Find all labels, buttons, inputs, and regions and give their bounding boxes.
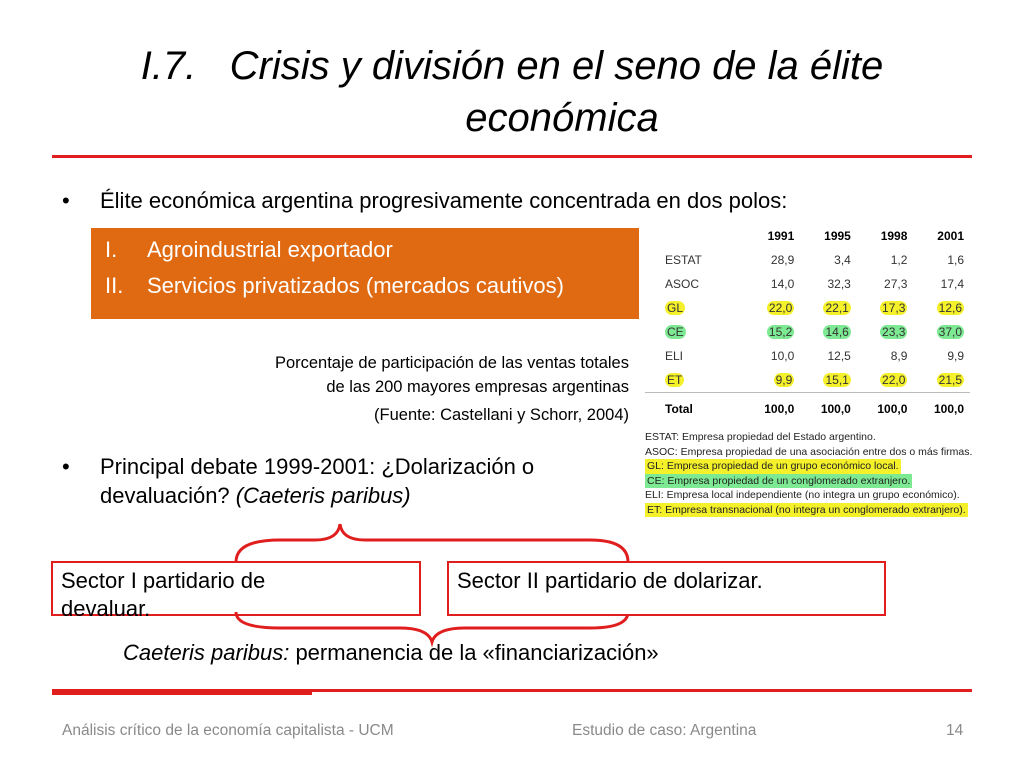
cell-value: 32,3	[827, 277, 851, 291]
bullet-debate-text: Principal debate 1999-2001: ¿Dolarización o devaluación?	[100, 454, 535, 508]
sector2-text: Sector II partidario de dolarizar.	[457, 568, 763, 593]
cell-value: 1,6	[947, 253, 964, 267]
legend-text: CE: Empresa propiedad de un conglomerado extranjero.	[647, 474, 911, 487]
cell-value: 12,5	[827, 349, 851, 363]
row-label-text: ET	[667, 373, 683, 387]
footer-course: Análisis crítico de la economía capitalista - UCM	[62, 722, 394, 739]
table-cell: 100,0	[933, 402, 964, 416]
table-header-cell: 1991	[767, 229, 795, 243]
pole-label: Servicios privatizados (mercados cautivos)	[147, 273, 564, 298]
legend-text: ET: Empresa transnacional (no integra un conglomerado extranjero).	[647, 503, 966, 516]
title-number: I.7.	[140, 44, 197, 88]
table-header-cell: 2001	[937, 229, 964, 243]
row-label-text: CE	[667, 325, 684, 339]
cell-value: 15,2	[768, 325, 793, 339]
bullet-marker: •	[62, 454, 70, 479]
table-cell: 100,0	[764, 402, 795, 416]
cell-value: 9,9	[775, 373, 793, 387]
legend-text: ESTAT: Empresa propiedad del Estado argentino.	[645, 431, 876, 443]
caeteris-rest: permanencia de la «financiarización»	[295, 640, 659, 665]
pole-number: II.	[105, 273, 124, 298]
caption-line2: de las 200 mayores empresas argentinas	[326, 378, 629, 396]
sector1-text: Sector I partidario de devaluar.	[61, 568, 266, 621]
footer-page-number: 14	[946, 722, 964, 739]
cell-value: 22,1	[825, 301, 849, 315]
cell-value: 22,0	[768, 301, 793, 315]
pole-label: Agroindustrial exportador	[147, 237, 393, 262]
cell-value: 3,4	[834, 253, 851, 267]
top-brace	[236, 524, 628, 562]
footer-topic: Estudio de caso: Argentina	[572, 722, 757, 739]
pole-number: I.	[105, 237, 118, 262]
title-line2: económica	[465, 96, 659, 140]
title-line1: Crisis y división en el seno de la élite	[229, 44, 884, 88]
cell-value: 14,6	[825, 325, 849, 339]
table-header-cell: 1995	[824, 229, 851, 243]
legend-text: ASOC: Empresa propiedad de una asociación entre dos o más firmas.	[645, 445, 973, 458]
sector1-box	[51, 561, 421, 621]
legend-text: ELI: Empresa local independiente (no integra un grupo económico).	[645, 489, 960, 501]
cell-value: 15,1	[825, 373, 849, 387]
row-label-text: GL	[667, 301, 684, 315]
bullet-elite-text: Élite económica argentina progresivamente concentrada en dos polos:	[100, 188, 788, 213]
sector2-box	[447, 561, 886, 616]
row-label: ELI	[665, 349, 684, 363]
caption-source: (Fuente: Castellani y Schorr, 2004)	[374, 406, 629, 424]
row-label: Total	[665, 402, 693, 416]
cell-value: 27,3	[884, 277, 908, 291]
cell-value: 28,9	[770, 253, 795, 267]
footer-divider-accent	[52, 689, 312, 695]
legend-text: GL: Empresa propiedad de un grupo económico local.	[647, 460, 899, 472]
cell-value: 12,6	[938, 301, 962, 315]
table-header-cell: 1998	[880, 229, 908, 243]
cell-value: 37,0	[938, 325, 962, 339]
cell-value: 8,9	[890, 349, 908, 363]
caption-line1: Porcentaje de participación de las ventas totales	[274, 354, 629, 372]
row-label: ESTAT	[665, 253, 702, 267]
caeteris-line	[123, 640, 659, 666]
cell-value: 10,0	[770, 349, 795, 363]
cell-value: 17,4	[940, 277, 964, 291]
cell-value: 17,3	[882, 301, 906, 315]
cell-value: 23,3	[882, 325, 906, 339]
table-cell: 100,0	[820, 402, 851, 416]
cell-value: 21,5	[938, 373, 962, 387]
cell-value: 14,0	[770, 277, 795, 291]
bullet-marker: •	[62, 188, 70, 213]
cell-value: 22,0	[882, 373, 906, 387]
bullet-debate-italic: (Caeteris paribus)	[235, 483, 411, 508]
table-cell: 100,0	[877, 402, 908, 416]
caeteris-italic: Caeteris paribus:	[123, 640, 290, 665]
cell-value: 1,2	[890, 253, 908, 267]
row-label: ASOC	[665, 277, 700, 291]
cell-value: 9,9	[947, 349, 964, 363]
